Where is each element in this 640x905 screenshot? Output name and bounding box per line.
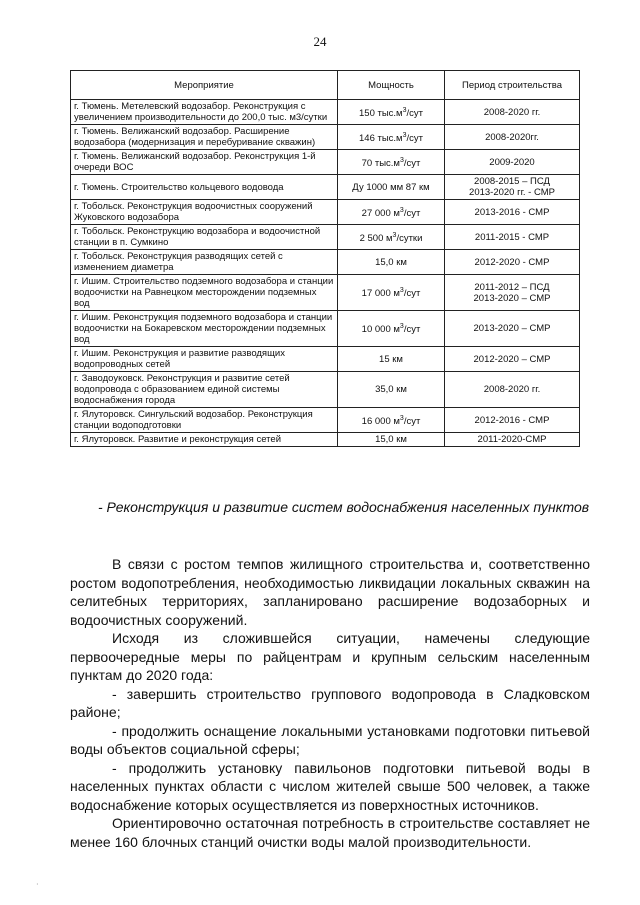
row-activity: г. Тюмень. Строительство кольцевого водовода	[71, 175, 338, 200]
table-row	[71, 175, 580, 200]
paragraph: Исходя из сложившейся ситуации, намечены следующие первоочередные меры по райцентрам и крупным сельским населенным пунктам до 2020 года:	[70, 630, 590, 683]
table-row	[71, 200, 580, 225]
row-activity: г. Заводоуковск. Реконструкция и развитие сетей водопровода с образованием единой системы водоснабжения города	[71, 372, 338, 408]
table-row	[71, 100, 580, 125]
table-row	[71, 225, 580, 250]
row-capacity	[338, 200, 445, 225]
table-header-row	[71, 71, 580, 100]
capacity-value: 16 000 м	[361, 416, 400, 428]
paragraph: Ориентировочно остаточная потребность в строительстве составляет не менее 160 блочных станций очистки воды малой производительности.	[70, 815, 590, 850]
capacity-unit: /сут	[406, 133, 423, 145]
row-capacity	[338, 275, 445, 311]
row-period: 2012-2016 - СМР	[445, 408, 580, 433]
table-row	[71, 433, 580, 447]
superscript-3: 3	[399, 206, 404, 214]
capacity-unit: /сут	[403, 416, 421, 428]
row-period: 2008-2020гг.	[445, 125, 580, 150]
row-activity: г. Тюмень. Велижанский водозабор. Реконструкция 1-й очереди ВОС	[71, 150, 338, 175]
period-line: 2013-2020 гг. - СМР	[469, 187, 555, 198]
row-capacity	[338, 100, 445, 125]
table-row	[71, 408, 580, 433]
capacity-value: 35,0 км	[375, 384, 407, 395]
table-row	[71, 150, 580, 175]
row-capacity	[338, 175, 445, 200]
paragraph: В связи с ростом темпов жилищного строительства и, соответственно ростом водопотребления, необходимостью ликвидации локальных скважин на селитебных территориях, запланировано расширение водозаборных и водоочистных сооружений.	[70, 556, 590, 628]
header-activity: Мероприятие	[71, 71, 338, 100]
capacity-unit: /сут	[403, 158, 421, 170]
capacity-unit: /сут	[403, 324, 421, 336]
capacity-value: 15,0 км	[375, 434, 407, 445]
body-text	[70, 555, 590, 851]
period-line: 2013-2020 – СМР	[473, 292, 551, 304]
row-period: 2012-2020 – СМР	[445, 347, 580, 372]
capacity-unit: /сут	[406, 108, 423, 120]
capacity-value: 146 тыс.м	[359, 133, 403, 145]
scan-mark: ·	[36, 880, 39, 889]
paragraph: - завершить строительство группового водопровода в Сладковском районе;	[70, 685, 590, 720]
row-activity: г. Тобольск. Реконструкцию водозабора и водоочистной станции в п. Сумкино	[71, 225, 338, 250]
row-capacity	[338, 311, 445, 347]
superscript-3: 3	[399, 156, 404, 164]
capacity-value: Ду 1000 мм 87 км	[352, 181, 430, 193]
row-activity: г. Ялуторовск. Развитие и реконструкция сетей	[71, 433, 338, 447]
table-row	[71, 125, 580, 150]
table-row	[71, 250, 580, 275]
header-capacity: Мощность	[338, 71, 445, 100]
row-period: 2012-2020 - СМР	[445, 250, 580, 275]
paragraph: - продолжить оснащение локальными установками подготовки питьевой воды объектов социальной сферы;	[70, 722, 590, 757]
capacity-value: 17 000 м	[361, 288, 400, 300]
superscript-3: 3	[392, 231, 397, 239]
construction-works-table	[70, 70, 580, 447]
capacity-value: 70 тыс.м	[361, 158, 400, 170]
row-period: 2008-2020 гг.	[445, 100, 580, 125]
table-row	[71, 311, 580, 347]
row-activity: г. Ялуторовск. Сингульский водозабор. Реконструкция станции водоподготовки	[71, 408, 338, 433]
capacity-value: 150 тыс.м	[359, 108, 403, 120]
capacity-value: 27 000 м	[361, 208, 400, 220]
row-period	[445, 175, 580, 200]
superscript-3: 3	[399, 414, 404, 422]
period-line: 2008-2015 – ПСД	[474, 176, 550, 187]
period-line: 2011-2012 – ПСД	[474, 281, 550, 293]
row-activity: г. Тобольск. Реконструкция разводящих сетей с изменением диаметра	[71, 250, 338, 275]
row-activity: г. Ишим. Реконструкция и развитие разводящих водопроводных сетей	[71, 347, 338, 372]
superscript-3: 3	[399, 323, 404, 331]
row-period: 2008-2020 гг.	[445, 372, 580, 408]
table-row	[71, 372, 580, 408]
capacity-value: 2 500 м	[359, 233, 393, 245]
row-capacity	[338, 125, 445, 150]
row-period: 2013-2016 - СМР	[445, 200, 580, 225]
row-period: 2011-2020-СМР	[445, 433, 580, 447]
row-activity: г. Тюмень. Метелевский водозабор. Реконструкция с увеличением производительности до 200,0 тыс. м3/сутки	[71, 100, 338, 125]
table-row	[71, 347, 580, 372]
superscript-3: 3	[402, 131, 407, 139]
superscript-3: 3	[402, 106, 407, 114]
row-capacity	[338, 372, 445, 408]
row-activity: г. Тюмень. Велижанский водозабор. Расширение водозабора (модернизация и перебуривание скважин)	[71, 125, 338, 150]
row-capacity	[338, 433, 445, 447]
capacity-unit: /сут	[403, 288, 421, 300]
section-subheading: - Реконструкция и развитие систем водоснабжения населенных пунктов	[98, 499, 590, 515]
capacity-value: 10 000 м	[361, 324, 400, 336]
table-body	[71, 100, 580, 447]
row-capacity	[338, 250, 445, 275]
capacity-value: 15,0 км	[375, 256, 407, 268]
table-row	[71, 275, 580, 311]
capacity-value: 15 км	[379, 353, 403, 365]
row-capacity	[338, 225, 445, 250]
capacity-unit: /сутки	[396, 233, 423, 245]
paragraph: - продолжить установку павильонов подготовки питьевой воды в населенных пунктах области с числом жителей свыше 500 человек, а также водоснабжение которых осуществляется из поверхностных источников.	[70, 759, 590, 813]
row-activity: г. Ишим. Реконструкция подземного водозабора и станции водоочистки на Бокаревском месторождении подземных вод	[71, 311, 338, 347]
row-activity: г. Ишим. Строительство подземного водозабора и станции водоочистки на Равнецком месторождении подземных вод	[71, 275, 338, 311]
superscript-3: 3	[399, 287, 404, 295]
row-period	[445, 275, 580, 311]
row-period: 2011-2015 - СМР	[445, 225, 580, 250]
page-number: 24	[313, 34, 327, 49]
capacity-unit: /сут	[403, 208, 421, 220]
row-period: 2013-2020 – СМР	[445, 311, 580, 347]
row-activity: г. Тобольск. Реконструкция водоочистных сооружений Жуковского водозабора	[71, 200, 338, 225]
row-capacity	[338, 150, 445, 175]
header-period: Период строительства	[445, 71, 580, 100]
row-capacity	[338, 408, 445, 433]
row-period: 2009-2020	[445, 150, 580, 175]
row-capacity	[338, 347, 445, 372]
